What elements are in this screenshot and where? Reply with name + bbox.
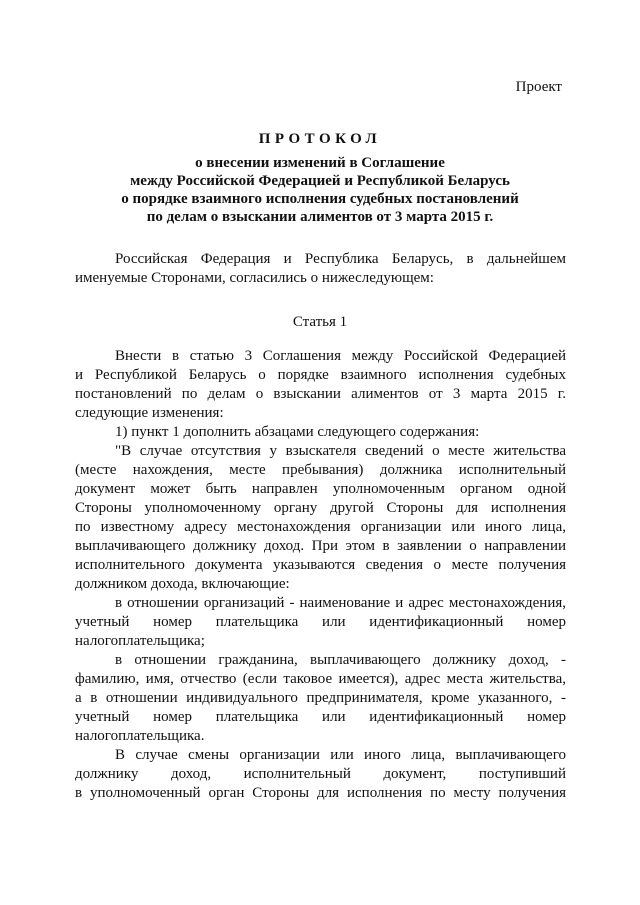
- text-line: должником дохода, включающие:: [75, 576, 290, 592]
- subtitle-line: о порядке взаимного исполнения судебных постановлений: [121, 191, 519, 207]
- text-line: именуемые Сторонами, согласились о нижеследующем:: [75, 270, 434, 286]
- text-line: выплачивающего должнику доход. При этом в заявлении о направлении: [75, 538, 566, 554]
- text-line: в отношении гражданина, выплачивающего должнику доход, -: [115, 652, 566, 668]
- text-line: В случае смены организации или иного лица, выплачивающего: [115, 747, 566, 763]
- text-line: налогоплательщика.: [75, 728, 205, 744]
- text-line: (месте нахождения, месте пребывания) должника исполнительный: [75, 462, 566, 478]
- article-heading: Статья 1: [292, 314, 348, 330]
- document-subtitle: [0, 154, 640, 226]
- document-title: ПРОТОКОЛ: [258, 131, 382, 147]
- text-line: учетный номер плательщика или идентификационный номер: [75, 614, 566, 630]
- text-line: Российская Федерация и Республика Беларусь, в дальнейшем: [115, 251, 566, 267]
- text-line: Внести в статью 3 Соглашения между Российской Федерацией: [115, 348, 566, 364]
- article-body: [75, 347, 566, 803]
- text-line: и Республикой Беларусь о порядке взаимного исполнения судебных: [75, 367, 566, 383]
- text-line: следующие изменения:: [75, 405, 224, 421]
- preamble-paragraph: [75, 250, 566, 288]
- subtitle-line: по делам о взыскании алиментов от 3 марта 2015 г.: [146, 209, 494, 225]
- text-line: а в отношении индивидуального предпринимателя, кроме указанного, -: [75, 690, 566, 706]
- text-line: в уполномоченный орган Стороны для исполнения по месту получения: [75, 785, 566, 801]
- draft-label: Проект: [515, 79, 562, 95]
- text-line: по известному адресу местонахождения организации или иного лица,: [75, 519, 566, 535]
- subtitle-line: о внесении изменений в Соглашение: [195, 155, 445, 171]
- text-line: "В случае отсутствия у взыскателя сведений о месте жительства: [115, 443, 566, 459]
- text-line: в отношении организаций - наименование и адрес местонахождения,: [115, 595, 566, 611]
- text-line: документ может быть направлен уполномоченным органом одной: [75, 481, 566, 497]
- text-line: исполнительного документа указываются сведения о месте получения: [75, 557, 566, 573]
- text-line: налогоплательщика;: [75, 633, 205, 649]
- text-line: Стороны уполномоченному органу другой Стороны для исполнения: [75, 500, 566, 516]
- text-line: фамилию, имя, отчество (если таковое имеется), адрес места жительства,: [75, 671, 566, 687]
- text-line: должнику доход, исполнительный документ, поступивший: [75, 766, 566, 782]
- subtitle-line: между Российской Федерацией и Республикой Беларусь: [130, 173, 510, 189]
- text-line: постановлений по делам о взыскании алиментов от 3 марта 2015 г.: [75, 386, 566, 402]
- text-line: учетный номер плательщика или идентификационный номер: [75, 709, 566, 725]
- text-line: 1) пункт 1 дополнить абзацами следующего содержания:: [115, 424, 480, 440]
